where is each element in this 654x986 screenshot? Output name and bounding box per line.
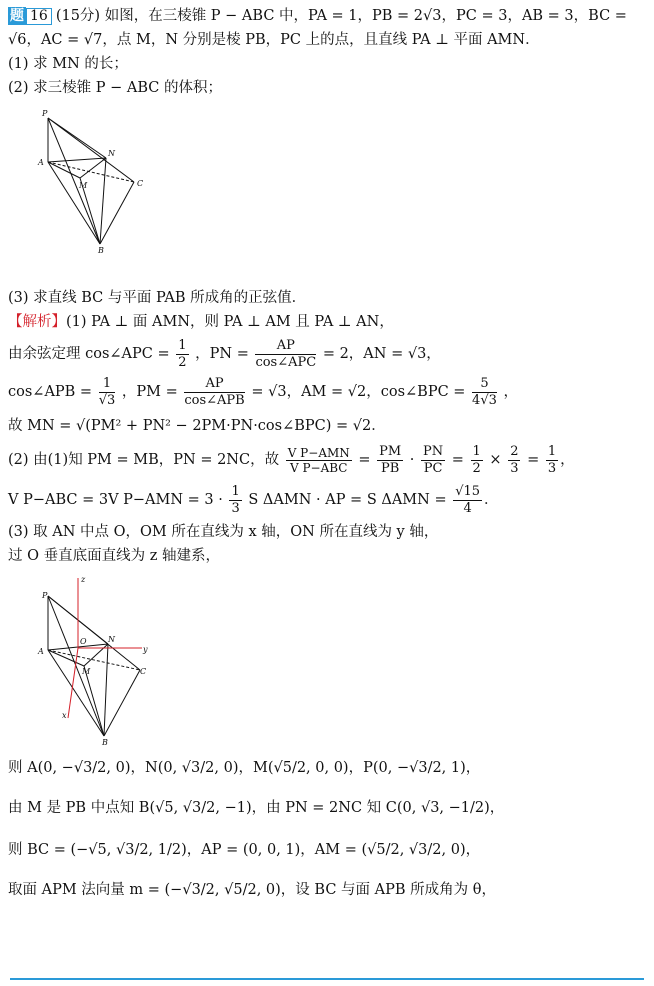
s2-mid: ，PN = xyxy=(195,346,249,362)
s5-frac-pm-den: PB xyxy=(381,460,400,476)
fig2-label-a: A xyxy=(38,647,44,656)
solution-line-6 xyxy=(8,482,499,518)
solution-s1: (1) PA ⊥ 面 AMN，则 PA ⊥ AM 且 PA ⊥ AN， xyxy=(66,314,394,330)
s2-frac-2 xyxy=(255,338,316,371)
fig1-label-c: C xyxy=(137,179,144,188)
solution-line-4: 故 MN = √(PM² + PN² − 2PM·PN·cos∠BPC) = √2． xyxy=(8,418,386,434)
s3-frac-2-num: AP xyxy=(184,376,244,393)
s2-frac-1-den: 2 xyxy=(178,354,187,370)
s5-pre: (2) 由(1)知 PM = MB，PN = 2NC，故 xyxy=(8,452,280,468)
s2-frac-1-num: 1 xyxy=(178,337,187,353)
s2-frac-1 xyxy=(176,338,188,371)
fig2-label-b: B xyxy=(102,738,108,747)
badge-label: 题 xyxy=(10,8,24,24)
coordinate-figure xyxy=(30,574,170,748)
s6-frac-1-den: 3 xyxy=(231,500,240,516)
fig2-label-n: N xyxy=(108,635,115,644)
question-badge xyxy=(8,6,56,26)
s3-post: ， xyxy=(503,384,518,400)
s5-frac-pn-num: PN xyxy=(423,443,444,459)
problem-text-1: 如图，在三棱锥 P − ABC 中，PA = 1，PB = 2√3，PC = 3，AB = 3，BC = xyxy=(104,8,627,24)
s3-frac-2 xyxy=(184,376,244,409)
fig1-label-p: P xyxy=(42,109,48,118)
s5-frac-v-num: V P−AMN xyxy=(287,445,350,460)
s5-frac-third xyxy=(546,444,558,477)
s3-mid2: = √3，AM = √2，cos∠BPC = xyxy=(251,384,466,400)
s5-frac-pn xyxy=(421,444,445,477)
s5-frac-two-thirds xyxy=(508,444,520,477)
fig2-label-y: y xyxy=(143,645,148,654)
s5-frac-tt-den: 3 xyxy=(510,460,519,476)
s3-frac-3-den: 4√3 xyxy=(472,392,497,408)
solution-line-2 xyxy=(8,336,441,372)
s5-frac-third-den: 3 xyxy=(547,460,557,476)
s6-frac-2 xyxy=(453,484,482,517)
s5-frac-third-num: 1 xyxy=(547,443,557,459)
s2-pre: 由余弦定理 cos∠APC = xyxy=(8,346,170,362)
solution-line-11: 则 BC = (−√5, √3/2, 1/2)，AP = (0, 0, 1)，AM = (√5/2, √3/2, 0)， xyxy=(8,842,481,858)
solution-line-1 xyxy=(8,312,394,332)
solution-line-3 xyxy=(8,374,518,410)
s3-frac-1-den: √3 xyxy=(98,392,116,408)
s3-frac-3-num: 5 xyxy=(472,376,497,393)
footer-divider xyxy=(10,978,644,980)
solution-tag: 【解析】 xyxy=(8,314,66,330)
s5-frac-pn-den: PC xyxy=(423,460,443,476)
solution-line-10: 由 M 是 PB 中点知 B(√5, √3/2, −1)，由 PN = 2NC 知 C(0, √3, −1/2)， xyxy=(8,800,505,816)
s3-frac-1-num: 1 xyxy=(99,376,116,393)
fig1-label-a: A xyxy=(38,158,44,167)
s5-frac-pm-num: PM xyxy=(379,443,402,459)
s2-post: = 2，AN = √3， xyxy=(322,346,441,362)
fig2-label-p: P xyxy=(42,591,48,600)
question-2: (2) 求三棱锥 P − ABC 的体积； xyxy=(8,80,222,96)
solution-line-5: (2) 由(1)知 PM = MB，PN = 2NC，故 $\frac{\text{V P−AMN}}{\text{V P−ABC}}$ = $\frac{PM}{PB}$ · $\frac{PN}{PC}$ = $\frac{1}{2}$ × $\frac{2}{3}$ = $\frac{1}{3}$ ， xyxy=(8,443,575,476)
fig1-label-n: N xyxy=(108,149,115,158)
s3-mid: ，PM = xyxy=(121,384,178,400)
fig2-label-o: O xyxy=(80,637,87,646)
s3-pre: cos∠APB = xyxy=(8,384,93,400)
s5-frac-half-num: 1 xyxy=(472,443,481,459)
s3-frac-3 xyxy=(472,376,497,409)
s6-frac-1 xyxy=(229,484,241,517)
fig2-label-c: C xyxy=(140,667,147,676)
s5-frac-half xyxy=(471,444,483,477)
problem-line-2: √6，AC = √7，点 M，N 分别是棱 PB，PC 上的点，且直线 PA ⊥ 平面 AMN． xyxy=(8,32,540,48)
solution-line-12: 取面 APM 法向量 m = (−√3/2, √5/2, 0)，设 BC 与面 APB 所成角为 θ， xyxy=(8,882,496,898)
points: (15分) xyxy=(55,8,101,24)
solution-line-7: (3) 取 AN 中点 O，OM 所在直线为 x 轴，ON 所在直线为 y 轴， xyxy=(8,524,439,540)
solution-line-8: 过 O 垂直底面直线为 z 轴建系， xyxy=(8,548,220,564)
fig2-label-m: M xyxy=(82,667,91,676)
s6-frac-1-num: 1 xyxy=(231,483,240,499)
s5-frac-half-den: 2 xyxy=(472,460,481,476)
s6-mid: S ΔAMN · AP = S ΔAMN = xyxy=(248,492,447,508)
s5-frac-pm xyxy=(377,444,403,477)
question-1: (1) 求 MN 的长； xyxy=(8,56,128,72)
s5-frac-tt-num: 2 xyxy=(510,443,519,459)
solution-line-9: 则 A(0, −√3/2, 0)，N(0, √3/2, 0)，M(√5/2, 0, 0)，P(0, −√3/2, 1)， xyxy=(8,760,481,776)
s6-post: ． xyxy=(484,492,499,508)
s5-frac-v xyxy=(286,446,352,475)
question-3: (3) 求直线 BC 与平面 PAB 所成角的正弦值． xyxy=(8,290,307,306)
problem-line-1 xyxy=(8,6,627,26)
s3-frac-2-den: cos∠APB xyxy=(184,392,245,408)
s6-pre: V P−ABC = 3V P−AMN = 3 · xyxy=(8,492,223,508)
fig2-label-x: x xyxy=(62,711,67,720)
s2-frac-2-num: AP xyxy=(255,338,316,355)
s6-frac-2-num: √15 xyxy=(455,483,481,499)
s3-frac-1 xyxy=(99,376,116,409)
s6-frac-2-den: 4 xyxy=(463,500,472,516)
pyramid-figure xyxy=(30,104,160,254)
fig1-label-m: M xyxy=(79,181,88,190)
s5-frac-v-den: V P−ABC xyxy=(289,460,348,475)
fig1-label-b: B xyxy=(98,246,104,254)
badge-number: 16 xyxy=(26,8,52,25)
fig2-label-z: z xyxy=(81,575,86,584)
s2-frac-2-den: cos∠APC xyxy=(255,354,317,370)
